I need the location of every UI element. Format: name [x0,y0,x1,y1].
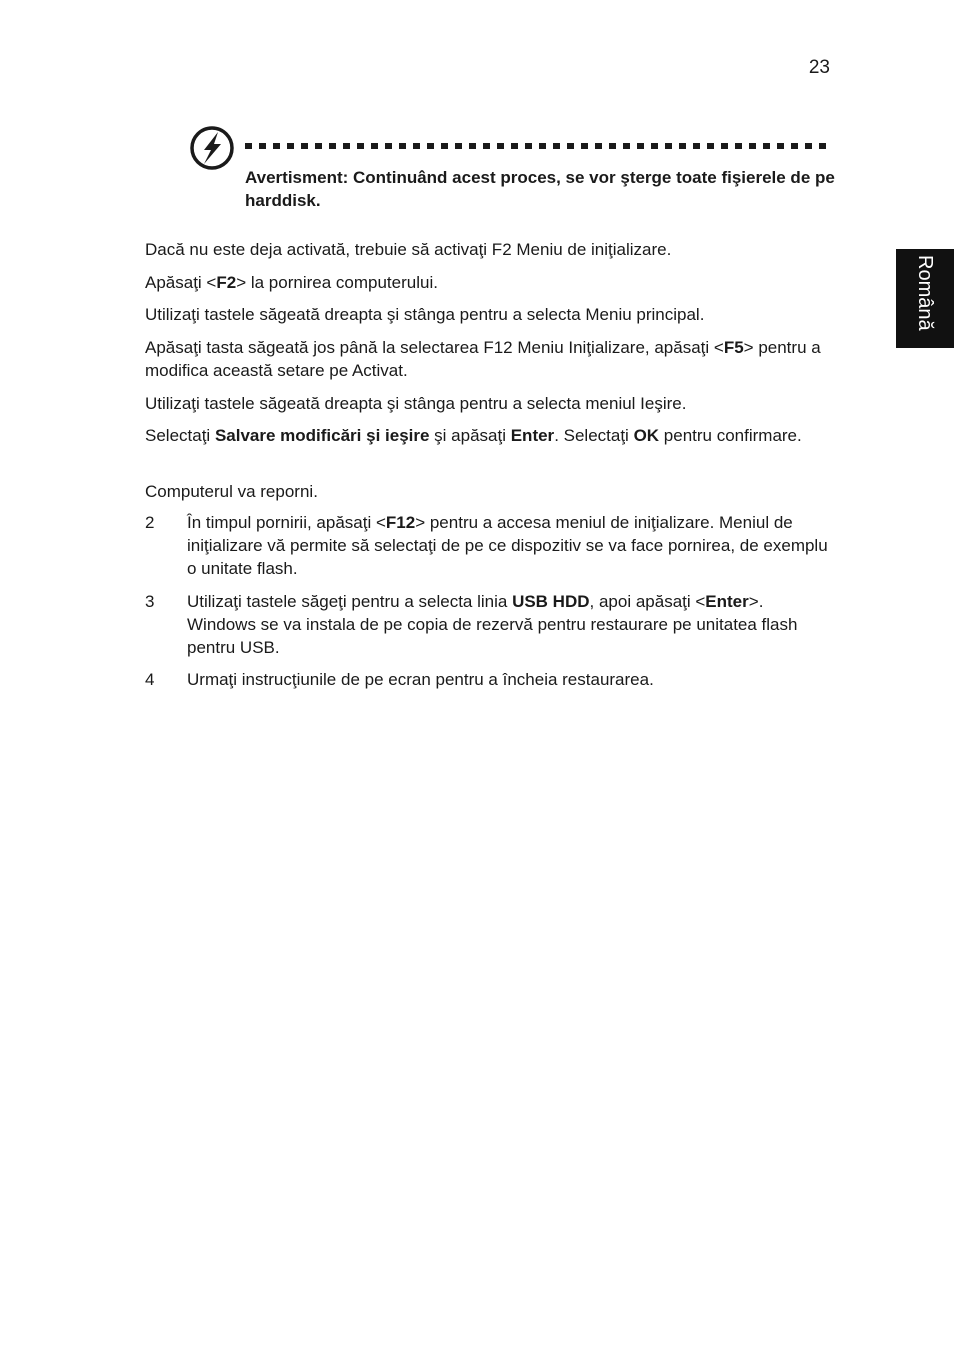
text-run: > pentru a accesa meniul de iniţializare. Meniul de iniţializare vă permite să selectaţi de pe ce dispozitiv se va face pornirea, de exemplu o unitate flash. [187,513,828,578]
step-number: 4 [145,670,155,689]
key-f5: F5 [723,338,744,357]
paragraph-select-main-menu: Utilizaţi tastele săgeată dreapta şi stânga pentru a selecta Meniu principal. [145,305,705,324]
paragraph-save-and-exit [145,424,835,447]
text-run: În timpul pornirii, apăsaţi < [187,513,386,532]
text-run: Apăsaţi < [145,273,217,292]
key-f2: F2 [216,273,237,292]
language-side-tab [896,249,954,348]
step-number: 2 [145,513,155,532]
step-text [187,511,835,580]
key-enter: Enter [510,426,555,445]
text-run: şi apăsaţi [429,426,511,445]
option-usb-hdd: USB HDD [512,592,590,611]
text-run: Selectaţi [145,426,215,445]
text-run: pentru confirmare. [659,426,802,445]
page-number: 23 [808,57,830,78]
option-save-changes-exit: Salvare modificări şi ieşire [214,426,430,445]
text-run: >. Windows se va instala de pe copia de rezervă pentru restaurare pe unitatea flash pentru USB. [187,592,798,657]
text-run: > pentru a modifica această setare pe Activat. [145,338,821,380]
paragraph-select-exit-menu: Utilizaţi tastele săgeată dreapta şi stânga pentru a selecta meniul Ieşire. [145,394,687,413]
step-text [187,590,835,659]
step-text: Urmaţi instrucţiunile de pe ecran pentru a încheia restaurarea. [187,670,654,689]
text-run: Utilizaţi tastele săgeţi pentru a selecta linia [187,592,513,611]
warning-text: Avertisment: Continuând acest proces, se vor şterge toate fişierele de pe harddisk. [245,168,835,210]
list-item-step-4 [145,668,835,691]
text-run: Apăsaţi tasta săgeată jos până la selectarea F12 Meniu Iniţializare, apăsaţi < [145,338,724,357]
text-run: > la pornirea computerului. [236,273,438,292]
step-number: 3 [145,592,155,611]
list-item-step-3 [145,590,835,659]
key-enter: Enter [705,592,749,611]
warning-lightning-icon [189,125,235,171]
paragraph-press-f2 [145,271,835,294]
warning-dotted-rule [245,143,831,149]
key-f12: F12 [385,513,416,532]
paragraph-computer-restarts: Computerul va reporni. [145,482,318,501]
option-ok: OK [633,426,660,445]
list-item-step-2 [145,511,835,580]
paragraph-enable-boot-menu: Dacă nu este deja activată, trebuie să activaţi F2 Meniu de iniţializare. [145,240,672,259]
text-run: , apoi apăsaţi < [589,592,706,611]
text-run: . Selectaţi [554,426,634,445]
paragraph-press-f5 [145,336,835,382]
language-side-tab-label: Română [914,255,936,331]
